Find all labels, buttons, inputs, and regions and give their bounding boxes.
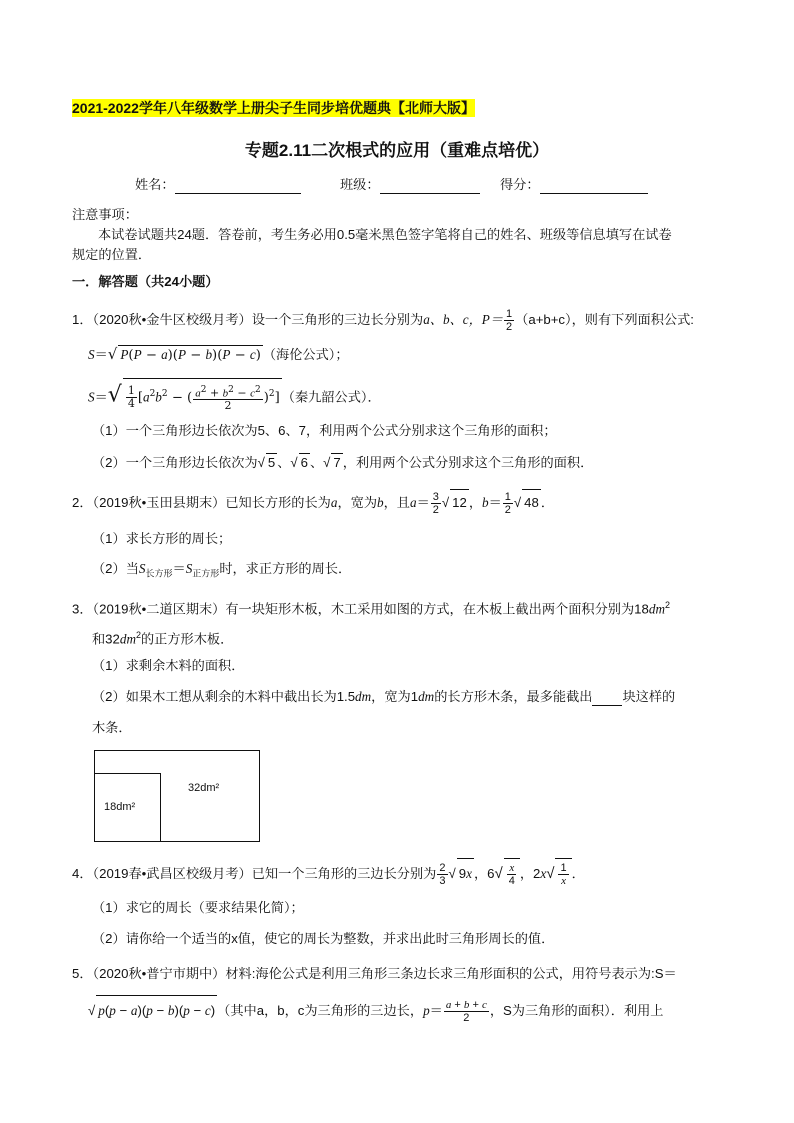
q2-sub2: （2）当$S_{长方形}=S_{正方形}$时，求正方形的周长． xyxy=(92,561,352,579)
q3-sub2-cont: 木条． xyxy=(92,720,132,735)
page-title: 专题2.11二次根式的应用（重难点培优） xyxy=(244,141,550,160)
q5-line2: √ p(p − a)(p − b)(p − c) （其中a，b，c为三角形的三边长，p＝ $\frac{a + b + c}{2}$ ，S为三角形的面积）．利用上 xyxy=(88,995,663,1025)
score-field[interactable]: 得分： xyxy=(500,176,648,194)
q1-heron-formula: S＝√ P(P − a)(P − b)(P − c) （海伦公式）； xyxy=(88,345,349,363)
q4-sub2: （2）请你给一个适当的x值，使它的周长为整数，并求出此时三角形周长的值． xyxy=(92,931,555,946)
notes-heading: 注意事项： xyxy=(72,207,138,222)
header-tag: 2021-2022学年八年级数学上册尖子生同步培优题典【北师大版】 xyxy=(72,100,475,116)
q3-line1: 3．（2019秋•二道区期末）有一块矩形木板，木工采用如图的方式，在木板上截出两个面积分别为$18dm^2$ xyxy=(72,600,670,617)
q3-sub2: （2）如果木工想从剩余的木料中截出长为1.5dm，宽为1dm的长方形木条，最多能截出 块这样的 xyxy=(92,689,676,704)
q2-sub1: （1）求长方形的周长； xyxy=(92,531,232,546)
q5-line1: 5．（2020秋•普宁市期中）材料:海伦公式是利用三角形三条边长求三角形面积的公式，用符号表示为:S＝ xyxy=(72,966,677,981)
q1-half-fraction: $\frac{1}{2}$ xyxy=(506,308,513,333)
q4-sub1: （1）求它的周长（要求结果化简）； xyxy=(92,900,304,915)
class-underline[interactable] xyxy=(380,179,480,194)
notes-line-1: 本试卷试题共24题．答卷前，考生务必用0.5毫米黑色签字笔将自己的姓名、班级等信息填写在试卷 xyxy=(98,227,672,242)
q4-lead: 4．（2019春•武昌区校级月考）已知一个三角形的三边长分别为 $\frac{2}{3}$ √ 9x ，6√ $\frac{x}{4}$ ，2x√ $\frac{1}{x}$ ． xyxy=(72,858,585,888)
q1-sub2: （2）一个三角形边长依次为√ 5 、√ 6 、√ 7 ，利用两个公式分别求这个三角形的面积． xyxy=(92,455,594,470)
q3-line2: 和$32dm^2$的正方形木板． xyxy=(92,630,234,647)
q3-sub1: （1）求剩余木料的面积． xyxy=(92,658,245,673)
class-field[interactable]: 班级： xyxy=(340,176,480,194)
q1-lead: 1．（2020秋•金牛区校级月考）设一个三角形的三边长分别为a、b、c，P＝ $\frac{1}{2}$ （a+b+c），则有下列面积公式: xyxy=(72,308,694,333)
q2-lead: 2．（2019秋•玉田县期末）已知长方形的长为a，宽为b，且a＝ $\frac{3}{2}$ √ 12 ，b＝ $\frac{1}{2}$ √ 48 ． xyxy=(72,489,554,515)
q1-qin-formula: S＝√ $\frac{1}{4}$ [$a^2b^2$ − ( $\frac{a^2 + b^2 - c^2}{2}$ )$^2$] （秦九韶公式）． xyxy=(88,378,381,410)
q3-small-label: 18dm² xyxy=(104,801,136,813)
q3-large-label: 32dm² xyxy=(188,782,220,794)
name-field[interactable]: 姓名： xyxy=(135,176,301,194)
section-heading: 一．解答题（共24小题） xyxy=(72,274,219,289)
q3-answer-blank[interactable] xyxy=(592,691,622,706)
name-underline[interactable] xyxy=(175,179,301,194)
q1-sub1: （1）一个三角形边长依次为5、6、7，利用两个公式分别求这个三角形的面积； xyxy=(92,423,557,438)
notes-line-2: 规定的位置． xyxy=(72,247,152,262)
score-underline[interactable] xyxy=(540,179,648,194)
